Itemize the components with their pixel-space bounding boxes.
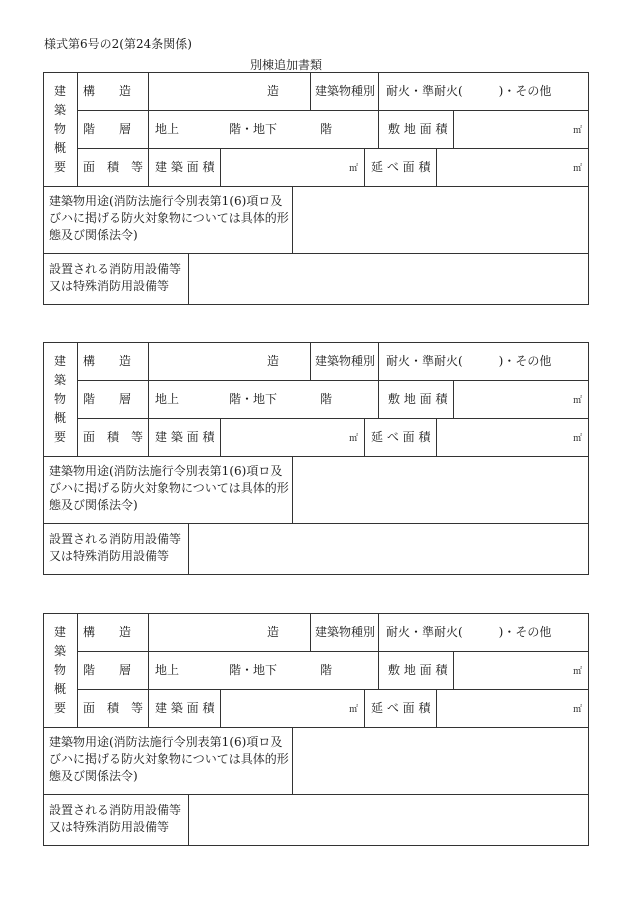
section-label-char: 要 (53, 429, 66, 444)
total-floor-area-label: 延 べ 面 積 (371, 430, 431, 444)
fire-equipment-label-line: 又は特殊消防用設備等 (49, 820, 170, 834)
area-unit: ㎡ (573, 667, 583, 677)
structure-suffix: 造 (267, 84, 280, 98)
section-label-char: 物 (53, 662, 66, 677)
area-unit: ㎡ (573, 705, 583, 715)
building-use-label-line: 建築物用途(消防法施行令別表第1(6)項ロ及 (49, 194, 283, 208)
fire-equipment-label-line: 又は特殊消防用設備等 (49, 549, 170, 563)
section-label-vertical (43, 342, 77, 456)
above-ground-label: 地上 (155, 663, 180, 677)
fire-resistance-option[interactable]: 耐火・準耐火( )・その他 (386, 625, 552, 639)
floor-suffix: 階 (320, 392, 333, 406)
fire-equipment-input[interactable] (189, 524, 588, 574)
section-label-char: 概 (53, 140, 66, 155)
section-label-char: 概 (53, 681, 66, 696)
fire-equipment-label (49, 802, 181, 836)
building-use-label-line: びハに掲げる防火対象物については具体的形 (49, 752, 289, 766)
structure-label: 構 造 (83, 354, 132, 368)
building-use-input[interactable] (293, 728, 588, 793)
building-use-label-line: 態及び関係法令) (49, 769, 138, 783)
section-label-char: 物 (53, 391, 66, 406)
section-label-char: 築 (53, 643, 66, 658)
fire-equipment-label-line: 設置される消防用設備等 (49, 262, 182, 276)
section-label-char: 築 (53, 102, 66, 117)
area-unit: ㎡ (349, 434, 359, 444)
building-type-label: 建築物種別 (315, 625, 376, 639)
building-use-input[interactable] (293, 457, 588, 522)
area-unit: ㎡ (573, 164, 583, 174)
above-ground-label: 地上 (155, 122, 180, 136)
floor-and-below-label: 階・地下 (229, 122, 278, 136)
total-floor-area-label: 延 べ 面 積 (371, 701, 431, 715)
fire-resistance-option[interactable]: 耐火・準耐火( )・その他 (386, 84, 552, 98)
above-ground-label: 地上 (155, 392, 180, 406)
site-area-label: 敷 地 面 積 (388, 392, 448, 406)
site-area-label: 敷 地 面 積 (388, 122, 448, 136)
area-group-label: 面 積 等 (83, 430, 144, 444)
floors-label: 階 層 (83, 122, 132, 136)
site-area-label: 敷 地 面 積 (388, 663, 448, 677)
section-label-char: 概 (53, 410, 66, 425)
building-use-label (49, 734, 289, 785)
building-block-3 (43, 613, 589, 846)
area-unit: ㎡ (349, 705, 359, 715)
section-label-char: 建 (53, 353, 66, 368)
total-floor-area-input[interactable] (437, 419, 588, 455)
fire-equipment-label (49, 531, 181, 565)
total-floor-area-input[interactable] (437, 690, 588, 726)
building-use-label-line: 態及び関係法令) (49, 498, 138, 512)
floor-and-below-label: 階・地下 (229, 663, 278, 677)
section-label-char: 築 (53, 372, 66, 387)
building-type-label: 建築物種別 (315, 354, 376, 368)
structure-suffix: 造 (267, 354, 280, 368)
building-area-label: 建 築 面 積 (155, 160, 215, 174)
structure-input[interactable] (149, 614, 309, 650)
area-unit: ㎡ (349, 164, 359, 174)
total-floor-area-label: 延 べ 面 積 (371, 160, 431, 174)
structure-input[interactable] (149, 343, 309, 379)
section-label-char: 要 (53, 700, 66, 715)
section-label-vertical (43, 72, 77, 186)
form-title: 別棟追加書類 (250, 58, 323, 72)
section-label-char: 建 (53, 624, 66, 639)
section-label-char: 物 (53, 121, 66, 136)
building-block-2 (43, 342, 589, 575)
floors-label: 階 層 (83, 663, 132, 677)
area-unit: ㎡ (573, 126, 583, 136)
structure-input[interactable] (149, 73, 309, 109)
area-group-label: 面 積 等 (83, 160, 144, 174)
building-area-input[interactable] (221, 149, 363, 185)
section-label-vertical (43, 613, 77, 727)
building-area-input[interactable] (221, 419, 363, 455)
building-use-label-line: 建築物用途(消防法施行令別表第1(6)項ロ及 (49, 735, 283, 749)
area-unit: ㎡ (573, 434, 583, 444)
building-use-label (49, 463, 289, 514)
building-use-input[interactable] (293, 187, 588, 252)
floor-and-below-label: 階・地下 (229, 392, 278, 406)
building-use-label-line: 態及び関係法令) (49, 228, 138, 242)
building-area-label: 建 築 面 積 (155, 430, 215, 444)
fire-resistance-option[interactable]: 耐火・準耐火( )・その他 (386, 354, 552, 368)
site-area-input[interactable] (454, 111, 588, 147)
structure-label: 構 造 (83, 625, 132, 639)
fire-equipment-label (49, 261, 181, 295)
fire-equipment-label-line: 又は特殊消防用設備等 (49, 279, 170, 293)
building-type-label: 建築物種別 (315, 84, 376, 98)
floors-label: 階 層 (83, 392, 132, 406)
building-block-1 (43, 72, 589, 305)
structure-label: 構 造 (83, 84, 132, 98)
fire-equipment-label-line: 設置される消防用設備等 (49, 532, 182, 546)
area-group-label: 面 積 等 (83, 701, 144, 715)
building-use-label-line: びハに掲げる防火対象物については具体的形 (49, 211, 289, 225)
building-area-label: 建 築 面 積 (155, 701, 215, 715)
section-label-char: 建 (53, 83, 66, 98)
fire-equipment-input[interactable] (189, 795, 588, 845)
building-area-input[interactable] (221, 690, 363, 726)
fire-equipment-input[interactable] (189, 254, 588, 304)
form-number: 様式第6号の2(第24条関係) (44, 37, 192, 51)
total-floor-area-input[interactable] (437, 149, 588, 185)
building-use-label-line: 建築物用途(消防法施行令別表第1(6)項ロ及 (49, 464, 283, 478)
fire-equipment-label-line: 設置される消防用設備等 (49, 803, 182, 817)
building-use-label-line: びハに掲げる防火対象物については具体的形 (49, 481, 289, 495)
floor-suffix: 階 (320, 663, 333, 677)
section-label-char: 要 (53, 159, 66, 174)
structure-suffix: 造 (267, 625, 280, 639)
area-unit: ㎡ (573, 396, 583, 406)
building-use-label (49, 193, 289, 244)
site-area-input[interactable] (454, 381, 588, 417)
site-area-input[interactable] (454, 652, 588, 688)
floor-suffix: 階 (320, 122, 333, 136)
